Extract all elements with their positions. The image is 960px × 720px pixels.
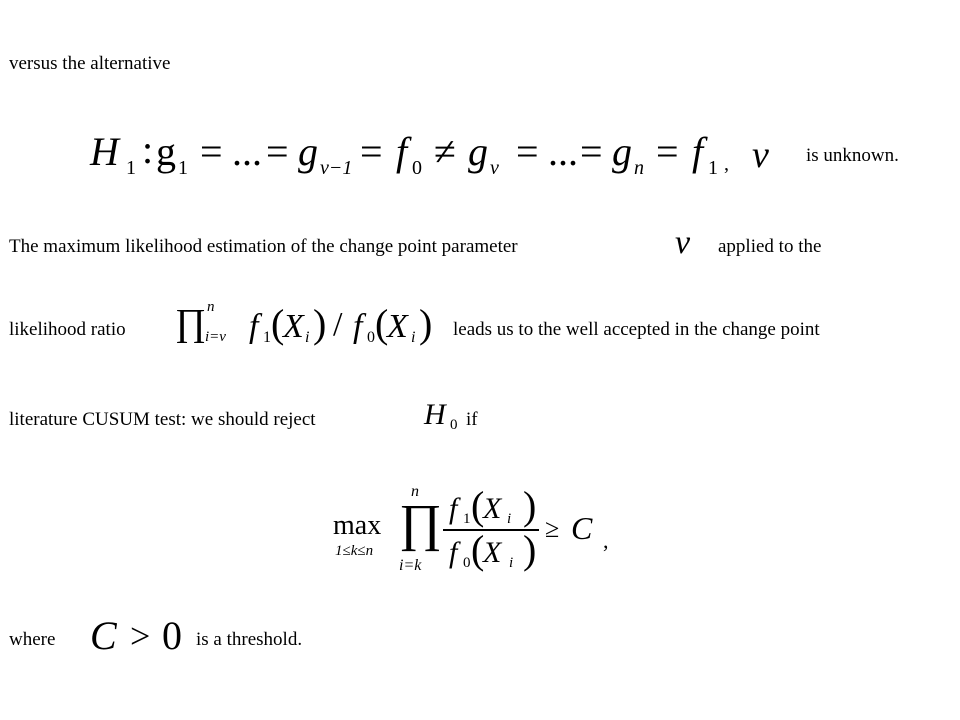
threshold-C: C (90, 613, 117, 658)
ratio-product-sup: n (207, 299, 215, 315)
nu-parameter: ν (675, 224, 691, 261)
cusum-num-X: X (483, 492, 502, 525)
h0-sub: 0 (450, 417, 458, 433)
cusum-den-f: f (449, 536, 458, 569)
h1-H: H (90, 129, 119, 174)
h1-eq5: = (580, 129, 603, 174)
ratio-product: ∏ (175, 302, 207, 344)
h1-g-nu: g (298, 129, 318, 174)
h1-neq: ≠ (434, 129, 456, 174)
h1-f0: f (396, 129, 408, 174)
h1-eq4: = (516, 129, 539, 174)
h1-g1: g (156, 129, 176, 174)
h1-f1-sub: 1 (708, 157, 718, 179)
ratio-f0: f (353, 308, 363, 345)
h1-eq2: = (266, 129, 289, 174)
cusum-max: max (333, 510, 382, 541)
cusum-den-rparen: ) (523, 527, 537, 572)
cusum-num-f-sub: 1 (463, 511, 471, 527)
ratio-lparen2: ( (375, 301, 389, 346)
text-leads-us: leads us to the well accepted in the change point (453, 319, 820, 340)
ratio-f1-sub: 1 (263, 329, 271, 346)
ratio-product-sub: i=ν (205, 329, 226, 345)
text-mle-statement: The maximum likelihood estimation of the change point parameter (9, 236, 518, 257)
cusum-num-X-sub: i (507, 511, 512, 527)
h1-g-v: g (468, 129, 488, 174)
ratio-slash: / (333, 306, 343, 343)
h1-dots1: ... (232, 129, 262, 174)
text-likelihood-ratio: likelihood ratio (9, 319, 126, 340)
cusum-product-sup: n (411, 483, 419, 500)
h1-g-nu-sub: ν−1 (320, 157, 353, 179)
ratio-X1-sub: i (305, 329, 310, 346)
formula-threshold (90, 614, 190, 660)
cusum-num-lparen: ( (471, 483, 485, 528)
cusum-comma: , (603, 528, 609, 553)
ratio-rparen2: ) (419, 301, 433, 346)
h1-f0-sub: 0 (412, 157, 422, 179)
threshold-gt: > (130, 616, 151, 656)
h1-eq1: = (200, 129, 223, 174)
cusum-den-f-sub: 0 (463, 555, 471, 571)
text-is-a-threshold: is a threshold. (196, 629, 303, 650)
cusum-geq: ≥ (545, 514, 560, 543)
ratio-X1: X (283, 308, 304, 345)
cusum-product: ∏ (399, 495, 442, 552)
cusum-max-sub: 1≤k≤n (335, 543, 374, 559)
formula-likelihood-ratio (175, 300, 445, 350)
ratio-X2: X (387, 308, 408, 345)
h1-g-n: g (612, 129, 632, 174)
h0-H: H (424, 398, 446, 431)
formula-h0 (424, 400, 464, 440)
cusum-C: C (571, 510, 593, 546)
h1-eq3: = (360, 129, 383, 174)
h1-g1-sub: 1 (178, 157, 188, 179)
h1-nu: ν (752, 134, 769, 176)
h1-dots2: ... (548, 129, 578, 174)
ratio-lparen1: ( (271, 301, 285, 346)
cusum-product-sub: i=k (399, 557, 422, 574)
ratio-f1: f (249, 308, 259, 345)
text-versus-alternative: versus the alternative (9, 53, 171, 74)
text-is-unknown: is unknown. (806, 145, 899, 166)
ratio-rparen1: ) (313, 301, 327, 346)
text-applied-to-the: applied to the (718, 236, 822, 257)
cusum-den-X-sub: i (509, 555, 514, 571)
cusum-num-f: f (449, 492, 458, 525)
ratio-f0-sub: 0 (367, 329, 375, 346)
h1-g-n-sub: n (634, 157, 644, 179)
threshold-zero: 0 (162, 613, 182, 658)
formula-h1 (90, 127, 740, 180)
cusum-den-X: X (483, 536, 502, 569)
h1-eq6: = (656, 129, 679, 174)
h1-H-sub: 1 (126, 157, 136, 179)
text-where: where (9, 629, 56, 650)
text-cusum-test: literature CUSUM test: we should reject (9, 409, 316, 430)
cusum-den-lparen: ( (471, 527, 485, 572)
text-if: if (466, 409, 478, 430)
h1-colon: : (142, 127, 154, 172)
h1-g-v-sub: ν (490, 157, 499, 179)
formula-cusum (333, 482, 623, 577)
ratio-X2-sub: i (411, 329, 416, 346)
h1-f1: f (692, 129, 704, 174)
cusum-num-rparen: ) (523, 483, 537, 528)
h1-comma: , (724, 153, 729, 175)
